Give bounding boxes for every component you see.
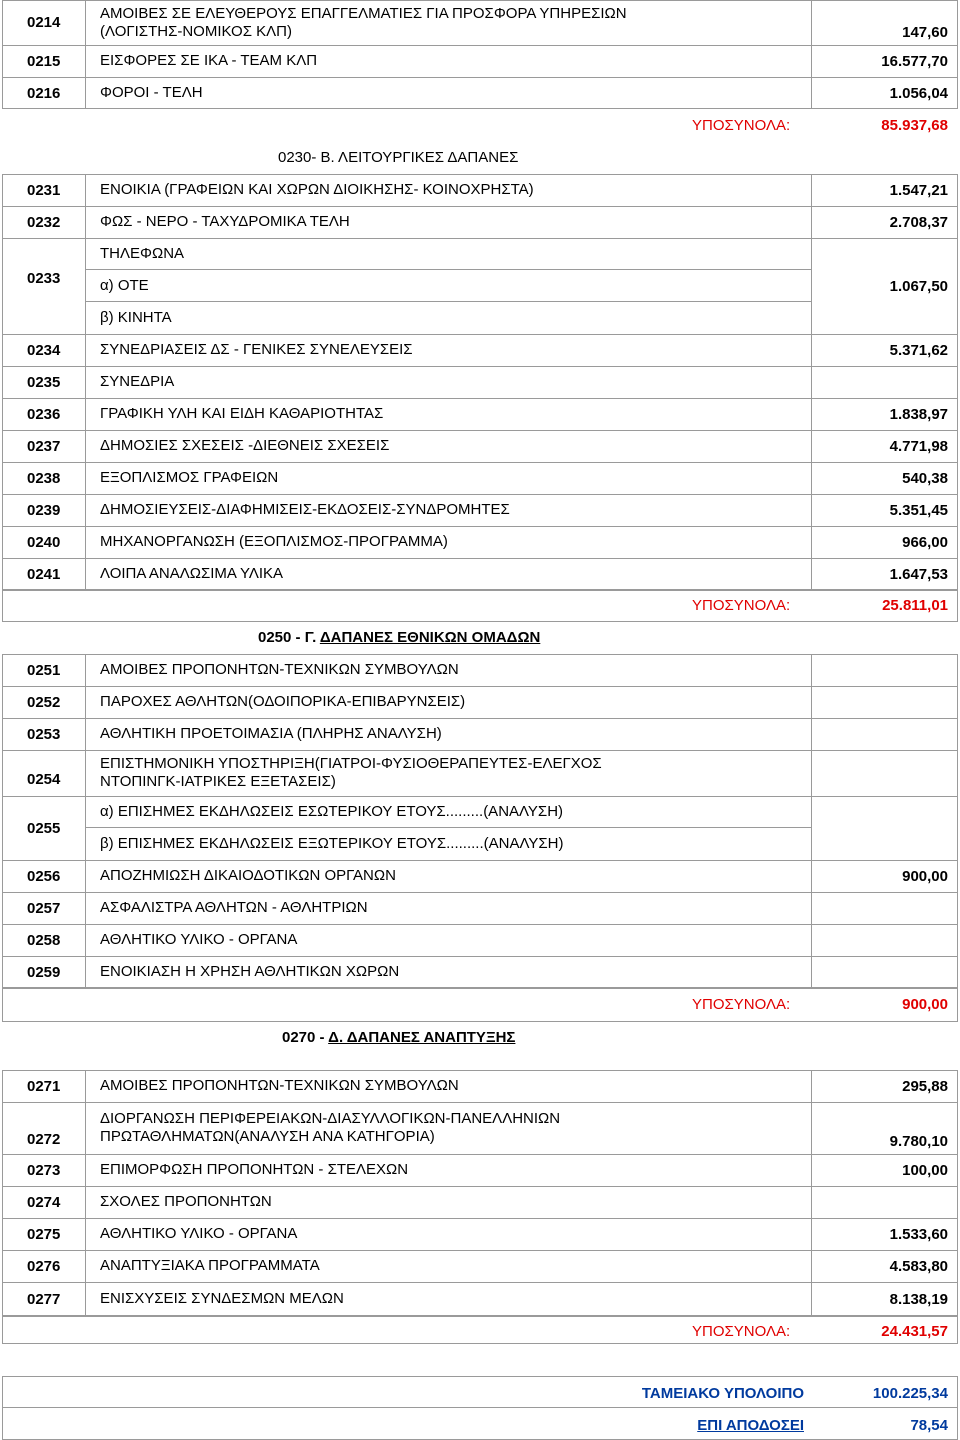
table-row-0256 — [2, 860, 958, 893]
subtotal-0270 — [692, 1323, 948, 1340]
row-amount: 5.371,62 — [889, 341, 948, 359]
row-description: ΕΠΙΣΤΗΜΟΝΙΚΗ ΥΠΟΣΤΗΡΙΞΗ(ΓΙΑΤΡΟΙ-ΦΥΣΙΟΘΕΡΑΠΕΥΤΕΣ-ΕΛΕΓΧΟΣ ΝΤΟΠΙΝΓΚ-ΙΑΤΡΙΚΕΣ ΕΞΕΤΑΣΕΙΣ) — [86, 750, 812, 796]
row-amount: 1.056,04 — [889, 84, 948, 102]
table-row-0235 — [2, 366, 958, 399]
row-code: 0236 — [2, 398, 86, 430]
table-row-0240 — [2, 526, 958, 559]
section-title: ΔΑΠΑΝΕΣ ΕΘΝΙΚΩΝ ΟΜΑΔΩΝ — [319, 629, 541, 646]
row-amount: 540,38 — [902, 469, 948, 487]
table-row-0233 — [2, 238, 958, 335]
table-row-0241 — [2, 558, 958, 590]
table-row-0238 — [2, 462, 958, 495]
row-description: ΕΝΟΙΚΙΑ (ΓΡΑΦΕΙΩΝ ΚΑΙ ΧΩΡΩΝ ΔΙΟΙΚΗΣΗΣ- ΚΟΙΝΟΧΡΗΣΤΑ) — [86, 174, 812, 206]
section-title-0270 — [282, 1029, 515, 1046]
section-title-0250 — [258, 629, 540, 646]
row-amount: 9.780,10 — [889, 1133, 948, 1150]
row-amount: 966,00 — [902, 533, 948, 551]
row-code: 0273 — [2, 1154, 86, 1186]
table-row-0252 — [2, 686, 958, 719]
section-prefix: 0250 - Γ. — [258, 629, 320, 646]
row-amount: 295,88 — [902, 1077, 948, 1095]
table-row-0276 — [2, 1250, 958, 1283]
row-code: 0276 — [2, 1250, 86, 1282]
row-amount — [812, 750, 958, 796]
row-code: 0251 — [2, 654, 86, 686]
subtotal-label: ΥΠΟΣΥΝΟΛΑ: — [692, 996, 791, 1013]
table-row-0231 — [2, 174, 958, 207]
row-code: 0254 — [2, 750, 86, 796]
row-amount: 100,00 — [902, 1161, 948, 1179]
pending-deposit-label: ΕΠΙ ΑΠΟΔΟΣΕΙ — [697, 1417, 804, 1434]
row-amount — [812, 718, 958, 750]
row-amount — [812, 892, 958, 924]
row-description: ΣΥΝΕΔΡΙΑΣΕΙΣ ΔΣ - ΓΕΝΙΚΕΣ ΣΥΝΕΛΕΥΣΕΙΣ — [86, 334, 812, 366]
pending-deposit-value: 78,54 — [910, 1417, 948, 1434]
totals-box — [2, 1376, 958, 1440]
row-code: 0253 — [2, 718, 86, 750]
row-description: ΦΩΣ - ΝΕΡΟ - ΤΑΧΥΔΡΟΜΙΚΑ ΤΕΛΗ — [86, 206, 812, 238]
row-amount: 1.533,60 — [889, 1225, 948, 1243]
row-code: 0271 — [2, 1070, 86, 1102]
row-code: 0215 — [2, 45, 86, 77]
row-amount: 8.138,19 — [889, 1290, 948, 1308]
row-code: 0235 — [2, 366, 86, 398]
row-code: 0214 — [2, 0, 86, 45]
row-description: ΠΑΡΟΧΕΣ ΑΘΛΗΤΩΝ(ΟΔΟΙΠΟΡΙΚΑ-ΕΠΙΒΑΡΥΝΣΕΙΣ) — [86, 686, 812, 718]
subtotal-label: ΥΠΟΣΥΝΟΛΑ: — [692, 117, 791, 134]
subtotal-value: 85.937,68 — [881, 117, 948, 134]
row-code: 0257 — [2, 892, 86, 924]
row-amount: 147,60 — [902, 24, 948, 41]
cash-balance-label: ΤΑΜΕΙΑΚΟ ΥΠΟΛΟΙΠΟ — [641, 1385, 804, 1402]
table-row-0275 — [2, 1218, 958, 1251]
row-description: ΦΟΡΟΙ - ΤΕΛΗ — [86, 77, 812, 109]
row-amount: 1.547,21 — [889, 181, 948, 199]
row-code: 0232 — [2, 206, 86, 238]
table-row-0215 — [2, 45, 958, 78]
row-amount — [812, 686, 958, 718]
row-description: ΑΜΟΙΒΕΣ ΣΕ ΕΛΕΥΘΕΡΟΥΣ ΕΠΑΓΓΕΛΜΑΤΙΕΣ ΓΙΑ ΠΡΟΣΦΟΡΑ ΥΠΗΡΕΣΙΩΝ (ΛΟΓΙΣΤΗΣ-ΝΟΜΙΚΟΣ ΚΛΠ) — [86, 0, 812, 45]
table-row-0272 — [2, 1102, 958, 1155]
table-row-0214 — [2, 0, 958, 46]
row-description: ΑΣΦΑΛΙΣΤΡΑ ΑΘΛΗΤΩΝ - ΑΘΛΗΤΡΙΩΝ — [86, 892, 812, 924]
row-amount: 1.838,97 — [889, 405, 948, 423]
section-title: Δ. ΔΑΠΑΝΕΣ ΑΝΑΠΤΥΞΗΣ — [328, 1029, 516, 1046]
row-code: 0237 — [2, 430, 86, 462]
table-row-0277 — [2, 1282, 958, 1316]
row-amount: 4.583,80 — [889, 1257, 948, 1275]
row-amount: 16.577,70 — [881, 52, 948, 70]
row-description-a: α) ΕΠΙΣΗΜΕΣ ΕΚΔΗΛΩΣΕΙΣ ΕΣΩΤΕΡΙΚΟΥ ΕΤΟΥΣ.........(ΑΝΑΛΥΣΗ) — [86, 796, 811, 828]
row-description: ΛΟΙΠΑ ΑΝΑΛΩΣΙΜΑ ΥΛΙΚΑ — [86, 558, 812, 590]
table-row-0237 — [2, 430, 958, 463]
row-description: ΔΙΟΡΓΑΝΩΣΗ ΠΕΡΙΦΕΡΕΙΑΚΩΝ-ΔΙΑΣΥΛΛΟΓΙΚΩΝ-ΠΑΝΕΛΛΗΝΙΩΝ ΠΡΩΤΑΘΛΗΜΑΤΩΝ(ΑΝΑΛΥΣΗ ΑΝΑ ΚΑΤΗΓΟΡΙΑ) — [86, 1102, 812, 1154]
table-row-0255 — [2, 796, 958, 861]
row-description: ΕΞΟΠΛΙΣΜΟΣ ΓΡΑΦΕΙΩΝ — [86, 462, 812, 494]
row-amount: 1.067,50 — [889, 277, 948, 295]
table-row-0234 — [2, 334, 958, 367]
subtotal-0210 — [692, 117, 948, 134]
subtotal-0230 — [692, 597, 948, 614]
row-code: 0272 — [2, 1102, 86, 1154]
table-row-0271 — [2, 1070, 958, 1103]
table-row-0216 — [2, 77, 958, 109]
table-row-0253 — [2, 718, 958, 751]
row-amount — [812, 366, 958, 398]
row-description: ΑΜΟΙΒΕΣ ΠΡΟΠΟΝΗΤΩΝ-ΤΕΧΝΙΚΩΝ ΣΥΜΒΟΥΛΩΝ — [86, 1070, 812, 1102]
row-description: ΔΗΜΟΣΙΕΣ ΣΧΕΣΕΙΣ -ΔΙΕΘΝΕΙΣ ΣΧΕΣΕΙΣ — [86, 430, 812, 462]
row-amount: 4.771,98 — [889, 437, 948, 455]
row-description: ΑΘΛΗΤΙΚΟ ΥΛΙΚΟ - ΟΡΓΑΝΑ — [86, 924, 812, 956]
row-code: 0259 — [2, 956, 86, 988]
row-code: 0234 — [2, 334, 86, 366]
row-description: ΓΡΑΦΙΚΗ ΥΛΗ ΚΑΙ ΕΙΔΗ ΚΑΘΑΡΙΟΤΗΤΑΣ — [86, 398, 812, 430]
row-amount — [812, 796, 958, 860]
row-description: ΕΙΣΦΟΡΕΣ ΣΕ ΙΚΑ - ΤΕΑΜ ΚΛΠ — [86, 45, 812, 77]
row-description: ΕΝΟΙΚΙΑΣΗ Η ΧΡΗΣΗ ΑΘΛΗΤΙΚΩΝ ΧΩΡΩΝ — [86, 956, 812, 988]
row-amount: 1.647,53 — [889, 565, 948, 583]
table-row-0273 — [2, 1154, 958, 1187]
subtotal-label: ΥΠΟΣΥΝΟΛΑ: — [692, 1323, 791, 1340]
row-description-title: ΤΗΛΕΦΩΝΑ — [86, 238, 811, 270]
row-description: ΕΝΙΣΧΥΣΕΙΣ ΣΥΝΔΕΣΜΩΝ ΜΕΛΩΝ — [86, 1282, 812, 1316]
table-row-0258 — [2, 924, 958, 957]
cash-balance-value: 100.225,34 — [872, 1385, 948, 1402]
row-code: 0274 — [2, 1186, 86, 1218]
totals-divider — [2, 1407, 958, 1408]
row-description-a: α) ΟΤΕ — [86, 270, 811, 302]
row-code: 0241 — [2, 558, 86, 590]
row-amount — [812, 924, 958, 956]
row-code: 0240 — [2, 526, 86, 558]
table-row-0251 — [2, 654, 958, 687]
row-code: 0239 — [2, 494, 86, 526]
table-row-0232 — [2, 206, 958, 239]
table-row-0239 — [2, 494, 958, 527]
row-description: ΑΠΟΖΗΜΙΩΣΗ ΔΙΚΑΙΟΔΟΤΙΚΩΝ ΟΡΓΑΝΩΝ — [86, 860, 812, 892]
subtotal-value: 900,00 — [902, 996, 948, 1013]
row-code: 0277 — [2, 1282, 86, 1316]
subtotal-label: ΥΠΟΣΥΝΟΛΑ: — [692, 597, 791, 614]
row-description: ΣΧΟΛΕΣ ΠΡΟΠΟΝΗΤΩΝ — [86, 1186, 812, 1218]
section-prefix: 0270 - — [282, 1029, 329, 1046]
row-amount: 900,00 — [902, 867, 948, 885]
table-row-0274 — [2, 1186, 958, 1219]
row-amount: 5.351,45 — [889, 501, 948, 519]
row-code: 0216 — [2, 77, 86, 109]
row-code: 0256 — [2, 860, 86, 892]
table-row-0257 — [2, 892, 958, 925]
row-code: 0252 — [2, 686, 86, 718]
subtotal-value: 25.811,01 — [882, 597, 948, 614]
section-title-0230: 0230- Β. ΛΕΙΤΟΥΡΓΙΚΕΣ ΔΑΠΑΝΕΣ — [278, 149, 519, 166]
row-description: ΑΘΛΗΤΙΚΟ ΥΛΙΚΟ - ΟΡΓΑΝΑ — [86, 1218, 812, 1250]
row-description: ΜΗΧΑΝΟΡΓΑΝΩΣΗ (ΕΞΟΠΛΙΣΜΟΣ-ΠΡΟΓΡΑΜΜΑ) — [86, 526, 812, 558]
row-amount — [812, 1186, 958, 1218]
row-code: 0275 — [2, 1218, 86, 1250]
row-description-group — [86, 796, 812, 860]
row-description: ΔΗΜΟΣΙΕΥΣΕΙΣ-ΔΙΑΦΗΜΙΣΕΙΣ-ΕΚΔΟΣΕΙΣ-ΣΥΝΔΡΟΜΗΤΕΣ — [86, 494, 812, 526]
row-description: ΑΘΛΗΤΙΚΗ ΠΡΟΕΤΟΙΜΑΣΙΑ (ΠΛΗΡΗΣ ΑΝΑΛΥΣΗ) — [86, 718, 812, 750]
row-code: 0231 — [2, 174, 86, 206]
row-code: 0233 — [2, 238, 86, 334]
row-code: 0255 — [2, 796, 86, 860]
table-row-0259 — [2, 956, 958, 988]
row-description: ΑΜΟΙΒΕΣ ΠΡΟΠΟΝΗΤΩΝ-ΤΕΧΝΙΚΩΝ ΣΥΜΒΟΥΛΩΝ — [86, 654, 812, 686]
row-description: ΣΥΝΕΔΡΙΑ — [86, 366, 812, 398]
row-description: ΕΠΙΜΟΡΦΩΣΗ ΠΡΟΠΟΝΗΤΩΝ - ΣΤΕΛΕΧΩΝ — [86, 1154, 812, 1186]
row-amount — [812, 654, 958, 686]
table-row-0236 — [2, 398, 958, 431]
subtotal-0250 — [692, 996, 948, 1013]
row-description-b: β) ΕΠΙΣΗΜΕΣ ΕΚΔΗΛΩΣΕΙΣ ΕΞΩΤΕΡΙΚΟΥ ΕΤΟΥΣ.........(ΑΝΑΛΥΣΗ) — [100, 835, 564, 852]
row-amount: 2.708,37 — [889, 213, 948, 231]
row-description: ΑΝΑΠΤΥΞΙΑΚΑ ΠΡΟΓΡΑΜΜΑΤΑ — [86, 1250, 812, 1282]
table-row-0254 — [2, 750, 958, 797]
row-code: 0238 — [2, 462, 86, 494]
subtotal-value: 24.431,57 — [881, 1323, 948, 1340]
row-amount — [812, 956, 958, 988]
row-code: 0258 — [2, 924, 86, 956]
row-description-b: β) ΚΙΝΗΤΑ — [100, 309, 172, 326]
row-description-group — [86, 238, 812, 334]
